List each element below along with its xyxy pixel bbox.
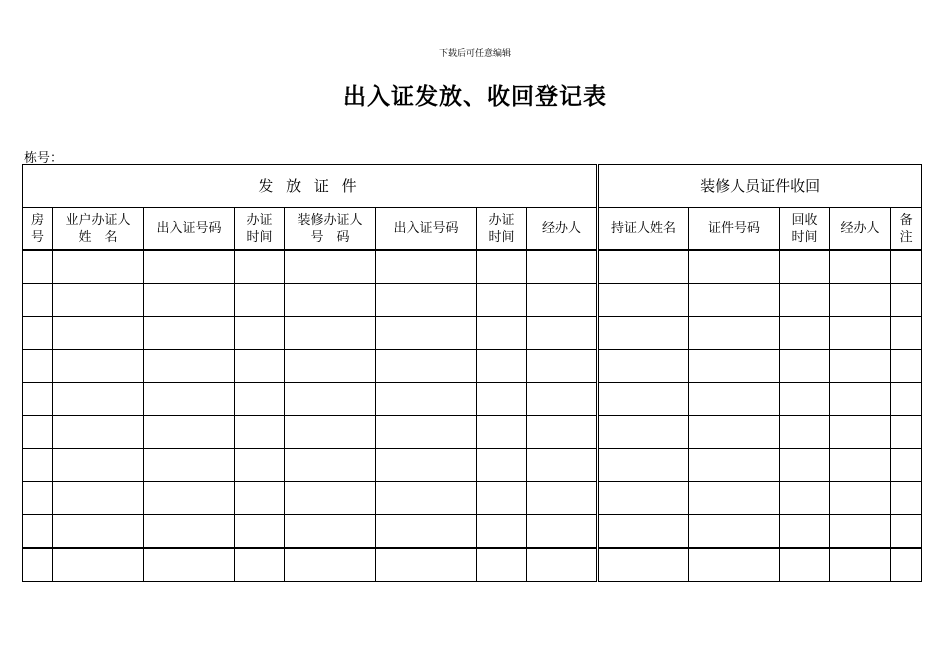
column-header-recall-date — [780, 208, 830, 251]
column-header-issue-date-2-label: 办证 时间 — [488, 212, 515, 245]
table-cell[interactable] — [527, 317, 598, 350]
column-header-holder-name-label: 持证人姓名 — [611, 221, 677, 236]
table-cell[interactable] — [144, 284, 235, 317]
table-cell[interactable] — [527, 515, 598, 549]
table-cell[interactable] — [53, 416, 144, 449]
table-cell[interactable] — [689, 383, 780, 416]
column-header-pass-number-label: 出入证号码 — [156, 221, 222, 236]
table-cell[interactable] — [477, 449, 527, 482]
table-row — [23, 515, 922, 549]
column-header-issue-date-label: 办证 时间 — [246, 212, 273, 245]
table-cell[interactable] — [830, 449, 891, 482]
table-cell[interactable] — [285, 548, 376, 582]
table-cell[interactable] — [285, 250, 376, 284]
table-cell[interactable] — [235, 548, 285, 582]
registration-table — [22, 164, 922, 582]
table-cell[interactable] — [23, 317, 53, 350]
table-cell[interactable] — [891, 449, 922, 482]
table-cell[interactable] — [285, 482, 376, 515]
table-cell[interactable] — [285, 416, 376, 449]
table-cell[interactable] — [598, 350, 689, 383]
table-cell[interactable] — [830, 350, 891, 383]
table-cell[interactable] — [830, 383, 891, 416]
table-cell[interactable] — [53, 449, 144, 482]
table-cell[interactable] — [527, 482, 598, 515]
table-cell[interactable] — [891, 284, 922, 317]
table-cell[interactable] — [891, 350, 922, 383]
table-cell[interactable] — [144, 449, 235, 482]
table-cell[interactable] — [689, 317, 780, 350]
table-cell[interactable] — [598, 515, 689, 549]
column-header-handler — [527, 208, 598, 251]
table-cell[interactable] — [477, 548, 527, 582]
table-row — [23, 284, 922, 317]
table-cell[interactable] — [53, 515, 144, 549]
column-header-handler-label: 经办人 — [542, 221, 582, 236]
table-row — [23, 482, 922, 515]
table-cell[interactable] — [689, 350, 780, 383]
column-header-pass-number — [144, 208, 235, 251]
table-cell[interactable] — [23, 482, 53, 515]
column-header-remarks-label: 备 注 — [899, 212, 913, 245]
table-cell[interactable] — [23, 250, 53, 284]
table-cell[interactable] — [144, 383, 235, 416]
table-cell[interactable] — [376, 317, 477, 350]
table-body — [23, 250, 922, 582]
table-cell[interactable] — [780, 350, 830, 383]
table-cell[interactable] — [830, 250, 891, 284]
table-row — [23, 383, 922, 416]
table-cell[interactable] — [23, 449, 53, 482]
table-cell[interactable] — [53, 383, 144, 416]
table-cell[interactable] — [53, 284, 144, 317]
table-cell[interactable] — [891, 416, 922, 449]
column-header-issue-date — [235, 208, 285, 251]
table-cell[interactable] — [23, 548, 53, 582]
table-cell[interactable] — [598, 416, 689, 449]
table-cell[interactable] — [598, 449, 689, 482]
column-header-id-number — [689, 208, 780, 251]
table-cell[interactable] — [376, 284, 477, 317]
table-cell[interactable] — [235, 284, 285, 317]
table-cell[interactable] — [527, 250, 598, 284]
table-cell[interactable] — [235, 383, 285, 416]
column-header-pass-number-2-label: 出入证号码 — [393, 221, 459, 236]
table-cell[interactable] — [23, 416, 53, 449]
table-cell[interactable] — [780, 284, 830, 317]
table-cell[interactable] — [144, 482, 235, 515]
table-cell[interactable] — [527, 449, 598, 482]
table-row — [23, 317, 922, 350]
column-header-remarks — [891, 208, 922, 251]
table-cell[interactable] — [780, 449, 830, 482]
table-cell[interactable] — [689, 515, 780, 549]
table-cell[interactable] — [477, 383, 527, 416]
table-cell[interactable] — [285, 317, 376, 350]
table-cell[interactable] — [376, 416, 477, 449]
column-header-owner-name — [53, 208, 144, 251]
column-header-handler-2 — [830, 208, 891, 251]
table-cell[interactable] — [235, 482, 285, 515]
table-cell[interactable] — [780, 515, 830, 549]
table-cell[interactable] — [376, 383, 477, 416]
table-cell[interactable] — [23, 515, 53, 549]
table-cell[interactable] — [891, 515, 922, 549]
table-cell[interactable] — [376, 250, 477, 284]
column-header-recall-date-label: 回收 时间 — [791, 212, 818, 245]
table-cell[interactable] — [477, 317, 527, 350]
table-cell[interactable] — [144, 416, 235, 449]
table-cell[interactable] — [144, 350, 235, 383]
table-cell[interactable] — [689, 250, 780, 284]
column-header-handler-2-label: 经办人 — [840, 221, 880, 236]
table-cell[interactable] — [598, 284, 689, 317]
table-cell[interactable] — [780, 548, 830, 582]
column-header-id-number-label: 证件号码 — [708, 221, 761, 236]
table-cell[interactable] — [891, 548, 922, 582]
column-header-row — [23, 208, 922, 251]
table-cell[interactable] — [477, 515, 527, 549]
table-cell[interactable] — [235, 416, 285, 449]
table-cell[interactable] — [891, 383, 922, 416]
table-row — [23, 416, 922, 449]
table-cell[interactable] — [830, 482, 891, 515]
table-cell[interactable] — [689, 548, 780, 582]
table-cell[interactable] — [527, 350, 598, 383]
table-cell[interactable] — [235, 250, 285, 284]
table-cell[interactable] — [780, 482, 830, 515]
table-cell[interactable] — [891, 250, 922, 284]
table-cell[interactable] — [780, 250, 830, 284]
table-cell[interactable] — [689, 482, 780, 515]
table-cell[interactable] — [144, 250, 235, 284]
table-row — [23, 350, 922, 383]
table-cell[interactable] — [285, 350, 376, 383]
table-cell[interactable] — [376, 449, 477, 482]
table-cell[interactable] — [477, 482, 527, 515]
table-cell[interactable] — [830, 317, 891, 350]
table-cell[interactable] — [235, 449, 285, 482]
table-cell[interactable] — [891, 317, 922, 350]
table-cell[interactable] — [689, 449, 780, 482]
table-cell[interactable] — [830, 284, 891, 317]
column-header-holder-name — [598, 208, 689, 251]
table-cell[interactable] — [891, 482, 922, 515]
table-cell[interactable] — [376, 350, 477, 383]
table-cell[interactable] — [527, 383, 598, 416]
table-cell[interactable] — [53, 317, 144, 350]
table-cell[interactable] — [477, 284, 527, 317]
table-cell[interactable] — [144, 515, 235, 549]
column-header-room-number-label: 房 号 — [30, 212, 44, 245]
table-cell[interactable] — [144, 317, 235, 350]
table-cell[interactable] — [689, 416, 780, 449]
recall-group-header — [598, 165, 922, 208]
group-header-row — [23, 165, 922, 208]
registration-sheet — [22, 164, 921, 578]
page-title: 出入证发放、收回登记表 — [343, 84, 607, 110]
table-cell[interactable] — [285, 449, 376, 482]
table-cell[interactable] — [527, 284, 598, 317]
table-cell[interactable] — [527, 548, 598, 582]
issue-group-header — [23, 165, 598, 208]
table-cell[interactable] — [598, 482, 689, 515]
table-cell[interactable] — [23, 350, 53, 383]
table-cell[interactable] — [53, 250, 144, 284]
table-cell[interactable] — [598, 548, 689, 582]
table-cell[interactable] — [780, 416, 830, 449]
table-cell[interactable] — [689, 284, 780, 317]
table-cell[interactable] — [598, 383, 689, 416]
issue-group-label: 发 放 证 件 — [258, 176, 361, 195]
table-row — [23, 449, 922, 482]
column-header-owner-name-label: 业户办证人 姓 名 — [65, 212, 131, 245]
table-cell[interactable] — [144, 548, 235, 582]
table-cell[interactable] — [285, 284, 376, 317]
top-note: 下载后可任意编辑 — [438, 49, 511, 59]
table-cell[interactable] — [830, 515, 891, 549]
table-cell[interactable] — [53, 350, 144, 383]
recall-group-label: 装修人员证件收回 — [700, 176, 821, 195]
table-cell[interactable] — [376, 515, 477, 549]
column-header-room-number — [23, 208, 53, 251]
table-cell[interactable] — [527, 416, 598, 449]
column-header-pass-number-2 — [376, 208, 477, 251]
table-row — [23, 548, 922, 582]
table-cell[interactable] — [285, 515, 376, 549]
table-cell[interactable] — [285, 383, 376, 416]
column-header-decorator-number — [285, 208, 376, 251]
table-cell[interactable] — [477, 250, 527, 284]
table-cell[interactable] — [598, 250, 689, 284]
table-cell[interactable] — [780, 317, 830, 350]
table-cell[interactable] — [235, 317, 285, 350]
table-cell[interactable] — [598, 317, 689, 350]
building-number-label: 栋号： — [24, 151, 64, 166]
column-header-decorator-number-label: 装修办证人 号 码 — [297, 212, 363, 245]
table-cell[interactable] — [23, 284, 53, 317]
table-cell[interactable] — [830, 548, 891, 582]
table-cell[interactable] — [477, 416, 527, 449]
table-cell[interactable] — [477, 350, 527, 383]
table-row — [23, 250, 922, 284]
table-cell[interactable] — [53, 548, 144, 582]
column-header-issue-date-2 — [477, 208, 527, 251]
table-cell[interactable] — [376, 548, 477, 582]
table-cell[interactable] — [23, 383, 53, 416]
table-cell[interactable] — [780, 383, 830, 416]
table-cell[interactable] — [235, 350, 285, 383]
table-cell[interactable] — [376, 482, 477, 515]
table-cell[interactable] — [830, 416, 891, 449]
table-cell[interactable] — [53, 482, 144, 515]
table-cell[interactable] — [235, 515, 285, 549]
